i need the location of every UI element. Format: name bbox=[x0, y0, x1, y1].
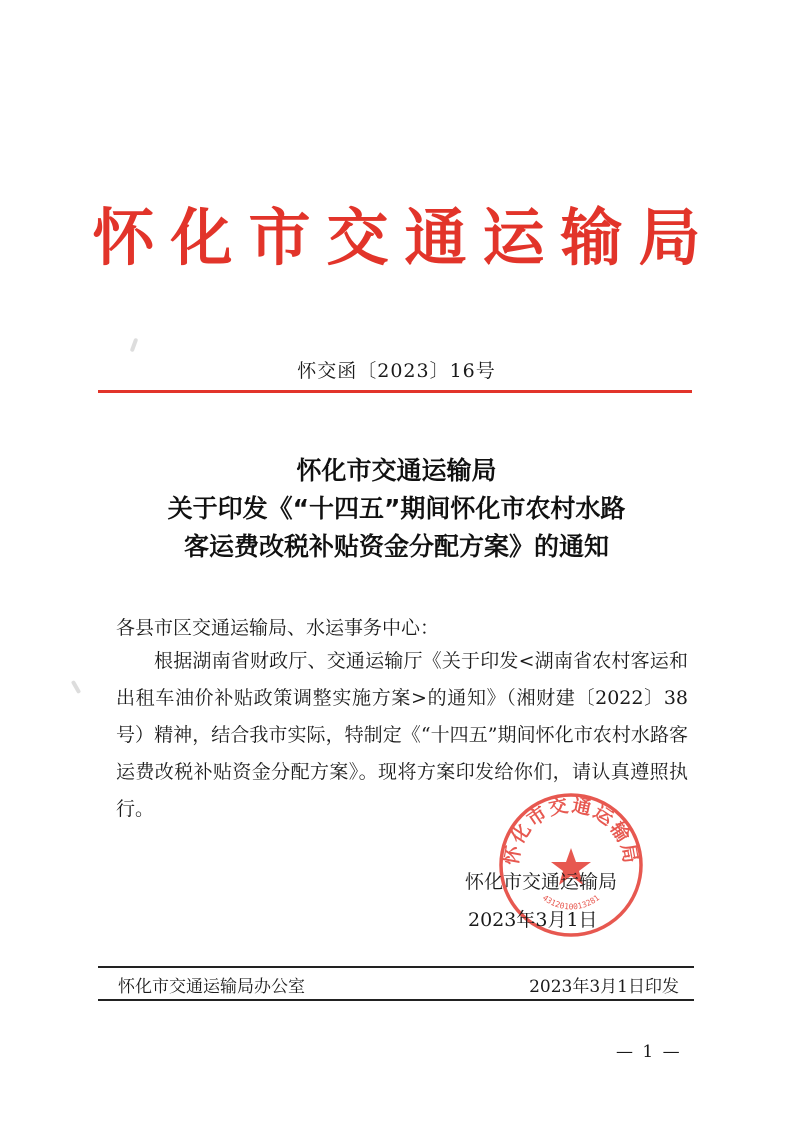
scan-smudge bbox=[71, 680, 81, 694]
footer-divider-top bbox=[98, 966, 694, 968]
document-number: 怀交函〔2023〕16号 bbox=[297, 360, 496, 382]
scan-smudge bbox=[130, 338, 139, 353]
red-divider-line bbox=[98, 390, 692, 393]
title-line-1: 怀化市交通运输局 bbox=[296, 456, 497, 485]
signature-org: 怀化市交通运输局 bbox=[465, 871, 618, 893]
seal-text: 怀化市交通运输局 bbox=[500, 794, 642, 867]
title-line-3: 客运费改税补贴资金分配方案》的通知 bbox=[183, 532, 609, 561]
title-line-2: 关于印发《“十四五”期间怀化市农村水路 bbox=[167, 494, 626, 523]
document-title bbox=[80, 452, 713, 566]
body-paragraph: 根据湖南省财政厅、交通运输厅《关于印发<湖南省农村客运和出租车油价补贴政策调整实施方案>的通知》（湘财建〔2022〕38号）精神，结合我市实际，特制定《“十四五”期间怀化市农村水路客运费改税补贴资金分配方案》。现将方案印发给你们，请认真遵照执行。 bbox=[116, 650, 688, 820]
signature-date: 2023年3月1日 bbox=[468, 909, 598, 931]
footer-issuer: 怀化市交通运输局办公室 bbox=[118, 977, 305, 997]
page-number: — 1 — bbox=[616, 1042, 682, 1062]
footer-divider-bottom bbox=[98, 999, 694, 1001]
salutation: 各县市区交通运输局、水运事务中心： bbox=[116, 617, 440, 639]
issuing-authority-header: 怀化市交通运输局 bbox=[92, 201, 717, 274]
seal-code: 4312010013281 bbox=[540, 893, 602, 912]
footer-issue-date: 2023年3月1日印发 bbox=[529, 977, 679, 997]
